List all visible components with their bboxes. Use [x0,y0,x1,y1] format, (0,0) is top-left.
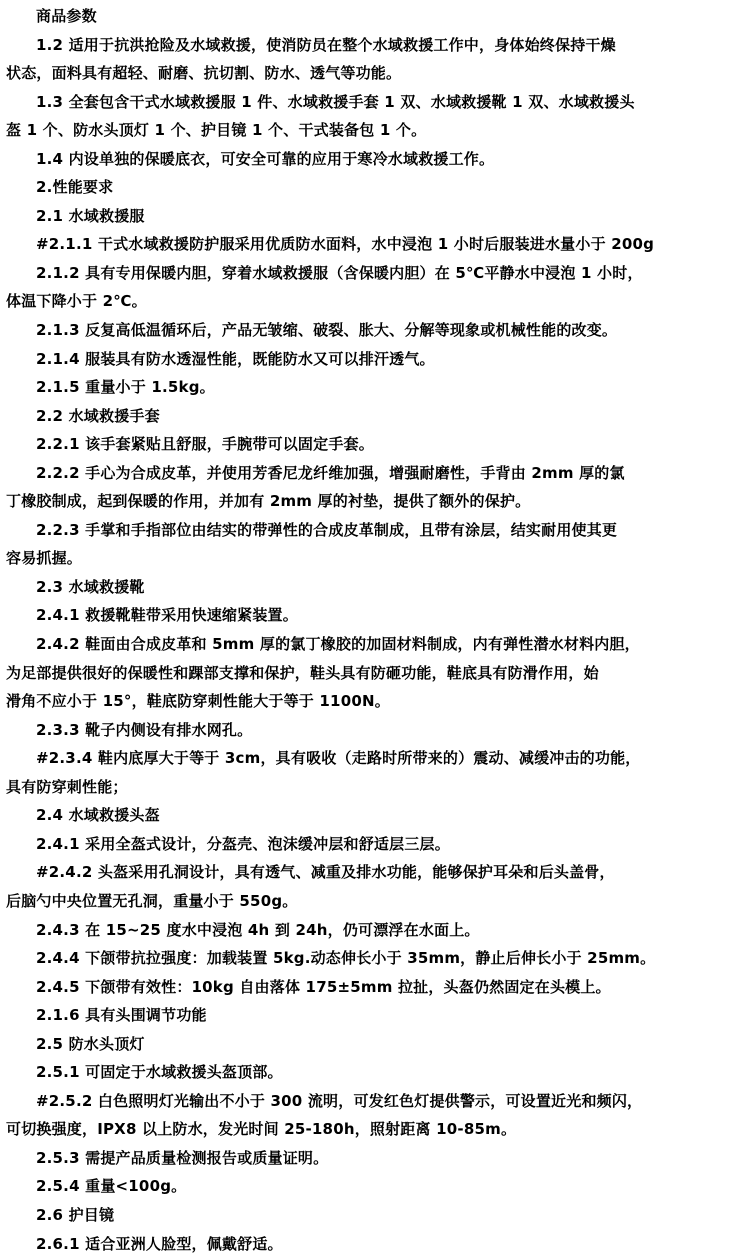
document-line: 体温下降小于 2℃。 [6,292,147,311]
document-line: 容易抓握。 [6,549,83,568]
document-line: 滑角不应小于 15°，鞋底防穿刺性能大于等于 1100N。 [6,692,390,711]
document-line: 2.5.3 需提产品质量检测报告或质量证明。 [36,1148,329,1167]
document-line: 丁橡胶制成，起到保暖的作用，并加有 2mm 厚的衬垫，提供了额外的保护。 [6,492,531,511]
document-line: 2.1.6 具有头围调节功能 [36,1006,207,1025]
document-line: 2.1.2 具有专用保暖内胆，穿着水域救援服（含保暖内胆）在 5℃平静水中浸泡 1 小时， [36,263,643,282]
document-line: 1.3 全套包含干式水域救援服 1 件、水域救援手套 1 双、水域救援靴 1 双、水域救援头 [36,92,635,111]
document-line: 2.4.2 鞋面由合成皮革和 5mm 厚的氯丁橡胶的加固材料制成，内有弹性潜水材料内胆， [36,635,640,654]
document-line: 具有防穿刺性能； [6,777,128,796]
document-line: 可切换强度，IPX8 以上防水，发光时间 25-180h，照射距离 10-85m。 [6,1120,517,1139]
document-line: #2.4.2 头盔采用孔洞设计，具有透气、减重及排水功能，能够保护耳朵和后头盖骨， [36,863,615,882]
document-line: 2.6 护目镜 [36,1205,115,1224]
document-line: 后脑勺中央位置无孔洞，重量小于 550g。 [6,891,298,910]
document-line: 2.4.3 在 15~25 度水中浸泡 4h 到 24h，仍可漂浮在水面上。 [36,920,480,939]
document-line: 2.4.1 采用全盔式设计，分盔壳、泡沫缓冲层和舒适层三层。 [36,834,450,853]
document-line: 盔 1 个、防水头顶灯 1 个、护目镜 1 个、干式装备包 1 个。 [6,121,427,140]
document-line: 1.4 内设单独的保暖底衣，可安全可靠的应用于寒冷水域救援工作。 [36,149,495,168]
document-line: 2.1.5 重量小于 1.5kg。 [36,378,215,397]
document-line: #2.5.2 白色照明灯光输出不小于 300 流明，可发红色灯提供警示，可设置近光和频闪， [36,1091,643,1110]
document-line: 2.2.2 手心为合成皮革，并使用芳香尼龙纤维加强，增强耐磨性，手背由 2mm 厚的氯 [36,463,625,482]
document-line: 状态，面料具有超轻、耐磨、抗切割、防水、透气等功能。 [6,64,402,83]
document-line: 2.5.4 重量<100g。 [36,1177,187,1196]
document-line: 2.4 水域救援头盔 [36,806,160,825]
document-line: 2.2.1 该手套紧贴且舒服，手腕带可以固定手套。 [36,435,374,454]
document-line: 2.2 水域救援手套 [36,406,160,425]
document-line: 2.性能要求 [36,178,114,197]
document-line: 2.5 防水头顶灯 [36,1034,145,1053]
document-line: 2.1 水域救援服 [36,206,145,225]
document-line: 2.5.1 可固定于水域救援头盔顶部。 [36,1063,283,1082]
document-line: 2.3 水域救援靴 [36,577,145,596]
document-line: 2.4.5 下颌带有效性：10kg 自由落体 175±5mm 拉扯，头盔仍然固定在头模上。 [36,977,611,996]
document-line: 为足部提供很好的保暖性和踝部支撑和保护，鞋头具有防砸功能，鞋底具有防滑作用，始 [6,663,599,682]
document-line: 1.2 适用于抗洪抢险及水域救援，使消防员在整个水域救援工作中，身体始终保持干燥 [36,35,616,54]
document-line: 2.4.1 救援靴鞋带采用快速缩紧装置。 [36,606,298,625]
document-line: 2.2.3 手掌和手指部位由结实的带弹性的合成皮革制成，且带有涂层，结实耐用使其更 [36,520,618,539]
document-line: 2.4.4 下颌带抗拉强度：加载装置 5kg.动态伸长小于 35mm，静止后伸长小于 25mm。 [36,949,656,968]
document-line: 商品参数 [36,7,97,25]
document-line: 2.1.4 服装具有防水透湿性能，既能防水又可以排汗透气。 [36,349,435,368]
document-line: #2.3.4 鞋内底厚大于等于 3cm，具有吸收（走路时所带来的）震动、减缓冲击的功能， [36,749,641,768]
document-line: 2.3.3 靴子内侧设有排水网孔。 [36,720,253,739]
document-line: #2.1.1 干式水域救援防护服采用优质防水面料，水中浸泡 1 小时后服装进水量小于 200g [36,235,655,254]
document-line: 2.6.1 适合亚洲人脸型，佩戴舒适。 [36,1234,283,1253]
document-line: 2.1.3 反复高低温循环后，产品无皱缩、破裂、胀大、分解等现象或机械性能的改变。 [36,321,618,340]
